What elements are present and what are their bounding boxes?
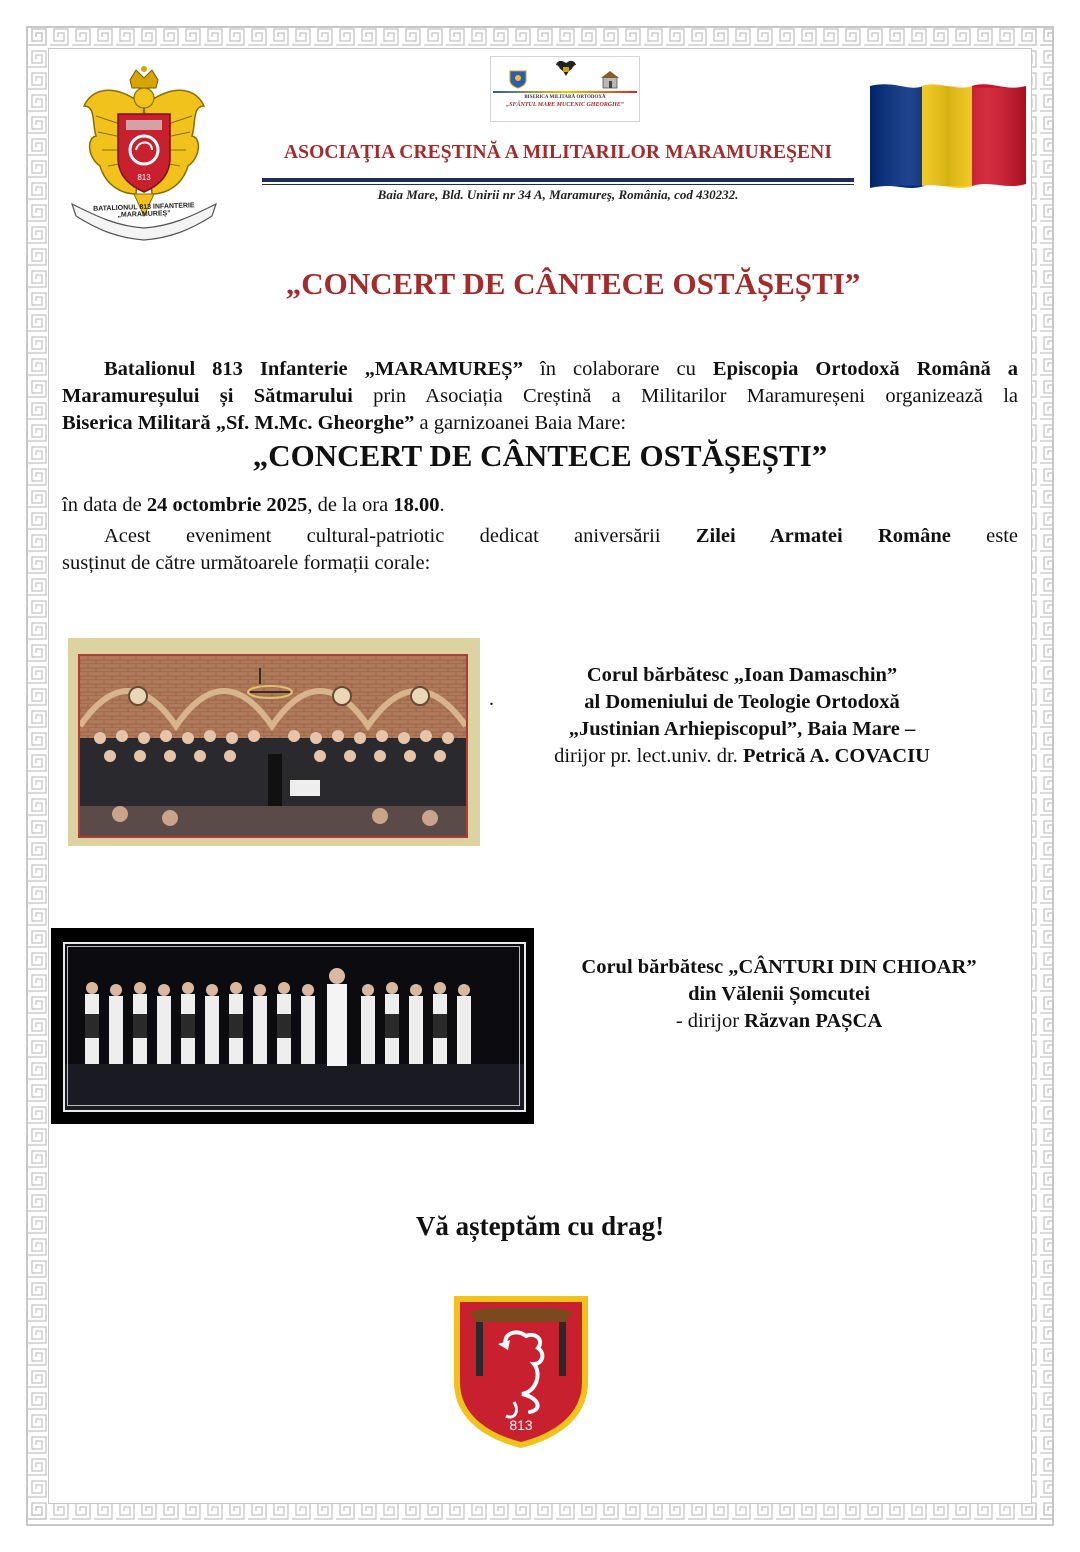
text-run: prin Asociația Creștină a Militarilor Maramureșeni organizează la bbox=[352, 385, 1018, 407]
choir1-photo bbox=[68, 638, 480, 846]
choir1-line-3 bbox=[508, 716, 976, 743]
choir1-line-4 bbox=[508, 743, 976, 770]
choir2-line-1 bbox=[548, 954, 1010, 981]
text-run: Episcopia Ortodoxă Română a bbox=[712, 358, 1019, 380]
text-run: Răzvan PAȘCA bbox=[744, 1010, 883, 1032]
text-run: Batalionul 813 Infanterie „MARAMUREȘ” bbox=[104, 358, 523, 380]
eagle-icon bbox=[555, 59, 577, 77]
text-run: . bbox=[439, 494, 445, 516]
text-run: Biserica Militară „Sf. M.Mc. Gheorghe” bbox=[62, 412, 415, 434]
choir2-photo bbox=[51, 928, 534, 1124]
header-rule-thin bbox=[262, 184, 854, 185]
choir1-photo-image bbox=[80, 656, 466, 836]
page-title: „CONCERT DE CÂNTECE OSTĂȘEȘTI” bbox=[285, 266, 861, 301]
text-run: - dirijor bbox=[675, 1010, 745, 1032]
text-run: 24 octombrie 2025 bbox=[146, 494, 308, 516]
shield-number: 813 bbox=[509, 1417, 533, 1433]
closing-message: Vă așteptăm cu drag! bbox=[415, 1211, 665, 1241]
text-run: dirijor pr. lect.univ. dr. bbox=[554, 745, 743, 767]
text-run: din Vălenii Șomcutei bbox=[688, 983, 870, 1005]
choir1-description bbox=[508, 662, 976, 770]
dedication-line-2 bbox=[62, 550, 1018, 577]
text-run: , de la ora bbox=[307, 494, 394, 516]
church-name: „SFÂNTUL MARE MUCENIC GHEORGHE” bbox=[506, 102, 624, 108]
choir1-photo-frame bbox=[78, 654, 468, 838]
intro-paragraph bbox=[62, 356, 1018, 437]
church-icon bbox=[599, 69, 621, 89]
choir1-line-2 bbox=[508, 689, 976, 716]
battalion-shield-emblem bbox=[450, 1292, 592, 1452]
choir1-line-1 bbox=[508, 662, 976, 689]
text-run: este bbox=[950, 525, 1018, 547]
choir2-photo-inner-frame bbox=[67, 946, 520, 1106]
event-title: „CONCERT DE CÂNTECE OSTĂȘEȘTI” bbox=[252, 438, 828, 473]
intro-line-2 bbox=[62, 383, 1018, 410]
text-run: Corul bărbătesc „Ioan Damaschin” bbox=[586, 664, 898, 686]
stray-dot: . bbox=[489, 688, 494, 710]
choir2-description bbox=[548, 954, 1010, 1035]
text-run: în colaborare cu bbox=[522, 358, 713, 380]
text-run: „Justinian Arhiepiscopul”, Baia Mare – bbox=[568, 718, 916, 740]
choir2-line-3 bbox=[548, 1008, 1010, 1035]
text-run: Corul bărbătesc „CÂNTURI DIN CHIOAR” bbox=[581, 956, 977, 978]
dedication-line-1 bbox=[62, 523, 1018, 550]
header-rule bbox=[262, 178, 854, 182]
coat-of-arms-icon bbox=[507, 69, 529, 89]
text-run: susținut de către următoarele formații corale: bbox=[62, 552, 431, 574]
church-label: BISERICA MILITARĂ ORTODOXĂ bbox=[524, 95, 606, 100]
tricolor-stripe bbox=[493, 91, 637, 93]
text-run: Zilei Armatei Române bbox=[695, 525, 951, 547]
association-name: ASOCIAŢIA CREŞTINĂ A MILITARILOR MARAMUREŞENI bbox=[283, 142, 833, 163]
church-logo bbox=[490, 56, 640, 122]
text-run: Petrică A. COVACIU bbox=[742, 745, 930, 767]
intro-line-1 bbox=[62, 356, 1018, 383]
association-address: Baia Mare, Bld. Unirii nr 34 A, Maramureş, România, cod 430232. bbox=[377, 187, 739, 202]
text-run: a garnizoanei Baia Mare: bbox=[414, 412, 627, 434]
svg-text:813: 813 bbox=[137, 173, 151, 182]
event-date-line bbox=[62, 494, 445, 517]
text-run: Acest eveniment cultural-patriotic dedicat aniversării bbox=[104, 525, 696, 547]
romanian-flag-image bbox=[866, 78, 1030, 194]
choir2-line-2 bbox=[548, 981, 1010, 1008]
intro-line-3 bbox=[62, 410, 1018, 437]
crest-caption: BATALIONUL 813 INFANTERIE „MARAMUREȘ” bbox=[93, 202, 195, 219]
text-run: în data de bbox=[62, 494, 147, 516]
text-run: al Domeniului de Teologie Ortodoxă bbox=[584, 691, 900, 713]
dedication-paragraph bbox=[62, 523, 1018, 577]
text-run: Maramureșului și Sătmarului bbox=[62, 385, 353, 407]
text-run: 18.00 bbox=[393, 494, 440, 516]
